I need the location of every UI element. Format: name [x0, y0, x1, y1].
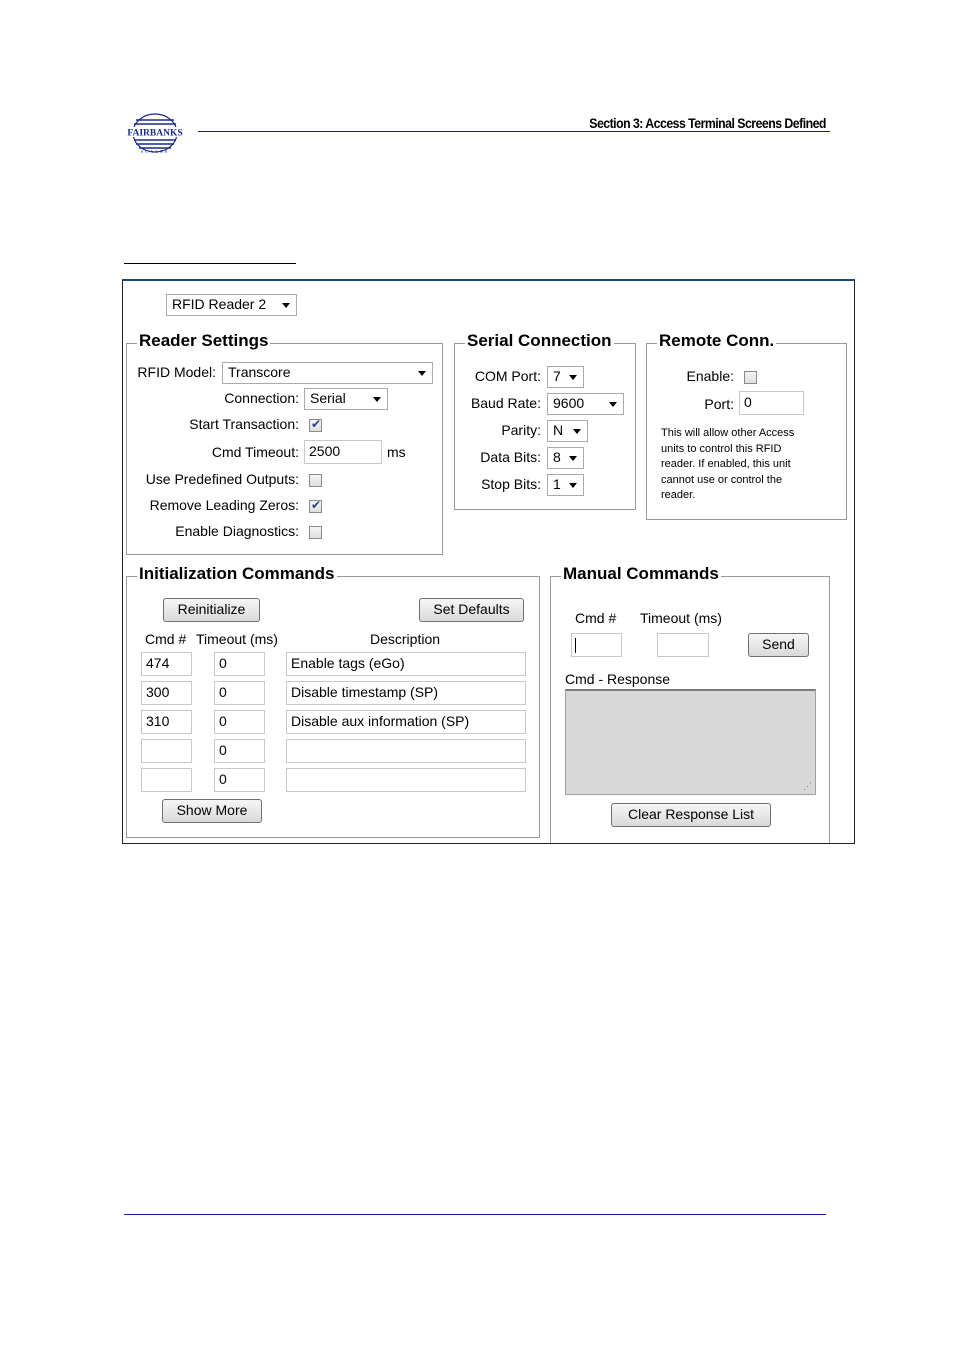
- chevron-down-icon: [569, 375, 577, 380]
- init-cmd-input[interactable]: 474: [141, 652, 192, 676]
- chevron-down-icon: [609, 402, 617, 407]
- note-line: units to control this RFID: [661, 442, 782, 455]
- init-timeout-input[interactable]: 0: [214, 681, 265, 705]
- connection-value: Serial: [310, 390, 346, 406]
- chevron-down-icon: [373, 397, 381, 402]
- remote-conn-legend: Remote Conn.: [659, 331, 775, 350]
- logo-text: FAIRBANKS: [127, 128, 183, 139]
- stop-bits-value: 1: [553, 476, 561, 492]
- predefined-outputs-checkbox[interactable]: [309, 474, 322, 487]
- checkmark-icon: ✔: [311, 417, 322, 431]
- data-bits-select[interactable]: [547, 447, 584, 469]
- set-defaults-button[interactable]: Set Defaults: [419, 598, 524, 622]
- chevron-down-icon: [569, 456, 577, 461]
- baud-rate-value: 9600: [553, 395, 585, 411]
- init-commands-group: [126, 564, 540, 838]
- cmd-timeout-unit: ms: [387, 444, 406, 460]
- start-transaction-label: Start Transaction:: [189, 416, 299, 432]
- stop-bits-label: Stop Bits:: [481, 476, 541, 492]
- init-timeout-input[interactable]: 0: [214, 739, 265, 763]
- init-description-input[interactable]: [286, 739, 526, 763]
- cmd-response-label: Cmd - Response: [565, 671, 671, 687]
- remote-enable-checkbox[interactable]: [744, 371, 757, 384]
- data-bits-value: 8: [553, 449, 561, 465]
- serial-connection-legend: Serial Connection: [467, 331, 612, 350]
- connection-select[interactable]: [304, 388, 388, 410]
- remote-conn-group: [646, 331, 847, 520]
- reader-settings-legend: Reader Settings: [139, 331, 269, 350]
- init-timeout-input[interactable]: 0: [214, 768, 265, 792]
- com-port-label: COM Port:: [474, 368, 541, 384]
- connection-label: Connection:: [224, 390, 299, 406]
- cmd-response-textarea[interactable]: [565, 689, 816, 795]
- parity-select[interactable]: [547, 420, 588, 442]
- diagnostics-checkbox[interactable]: [309, 526, 322, 539]
- reinitialize-button[interactable]: Reinitialize: [163, 598, 260, 622]
- parity-label: Parity:: [501, 422, 541, 438]
- init-cmd-input[interactable]: [141, 739, 192, 763]
- rfid-reader-select[interactable]: [166, 294, 297, 316]
- serial-connection-group: [454, 331, 636, 510]
- baud-rate-label: Baud Rate:: [470, 395, 541, 411]
- header-rule: [198, 131, 830, 132]
- manual-cmd-label: Cmd #: [575, 610, 617, 626]
- data-bits-label: Data Bits:: [480, 449, 541, 465]
- com-port-value: 7: [553, 368, 561, 384]
- note-line: reader.: [661, 489, 696, 501]
- note-line: cannot use or control the: [661, 473, 783, 486]
- short-rule: [124, 263, 296, 264]
- cmd-timeout-input[interactable]: 2500: [304, 440, 382, 464]
- baud-rate-select[interactable]: [547, 393, 624, 415]
- remote-port-input[interactable]: 0: [739, 391, 804, 415]
- note-line: This will allow other Access: [661, 427, 795, 439]
- cmd-timeout-label: Cmd Timeout:: [211, 444, 299, 460]
- init-cmd-input[interactable]: [141, 768, 192, 792]
- manual-commands-group: [550, 564, 830, 844]
- rfid-reader-select-value: RFID Reader 2: [172, 296, 267, 312]
- note-line: reader. If enabled, this unit: [661, 458, 791, 470]
- init-timeout-input[interactable]: 0: [214, 710, 265, 734]
- remote-conn-note: [661, 426, 794, 504]
- chevron-down-icon: [282, 303, 290, 308]
- col-description-header: Description: [370, 631, 441, 647]
- chevron-down-icon: [418, 371, 426, 376]
- init-description-input[interactable]: Enable tags (eGo): [286, 652, 526, 676]
- rfid-model-label: RFID Model:: [137, 364, 216, 380]
- manual-commands-legend: Manual Commands: [563, 564, 719, 583]
- init-description-input[interactable]: Disable aux information (SP): [286, 710, 526, 734]
- rfid-model-value: Transcore: [228, 364, 291, 380]
- init-description-input[interactable]: Disable timestamp (SP): [286, 681, 526, 705]
- parity-value: N: [553, 422, 564, 438]
- predefined-outputs-label: Use Predefined Outputs:: [145, 471, 299, 487]
- init-cmd-input[interactable]: 310: [141, 710, 192, 734]
- chevron-down-icon: [569, 483, 577, 488]
- checkmark-icon: ✔: [311, 498, 322, 512]
- remove-zeros-checkbox[interactable]: [309, 500, 322, 513]
- chevron-down-icon: [573, 429, 581, 434]
- clear-response-button[interactable]: Clear Response List: [611, 803, 771, 827]
- send-button[interactable]: Send: [748, 633, 809, 657]
- show-more-button[interactable]: Show More: [162, 799, 262, 823]
- logo-subtext: SCALES: [140, 149, 170, 154]
- diagnostics-label: Enable Diagnostics:: [175, 523, 299, 539]
- col-timeout-header: Timeout (ms): [196, 631, 278, 647]
- start-transaction-checkbox[interactable]: [309, 419, 322, 432]
- manual-cmd-input[interactable]: [571, 633, 622, 657]
- remote-port-label: Port:: [704, 396, 734, 412]
- remote-enable-label: Enable:: [686, 368, 734, 384]
- com-port-select[interactable]: [547, 366, 584, 388]
- remove-zeros-label: Remove Leading Zeros:: [149, 497, 299, 513]
- init-timeout-input[interactable]: 0: [214, 652, 265, 676]
- resize-grip-icon[interactable]: ⋰: [803, 781, 812, 791]
- fairbanks-logo: [124, 112, 186, 154]
- reader-settings-group: [126, 331, 443, 555]
- init-description-input[interactable]: [286, 768, 526, 792]
- stop-bits-select[interactable]: [547, 474, 584, 496]
- manual-timeout-input[interactable]: [657, 633, 709, 657]
- col-cmd-header: Cmd #: [145, 631, 187, 647]
- init-cmd-input[interactable]: 300: [141, 681, 192, 705]
- rfid-model-select[interactable]: [222, 362, 433, 384]
- section-title: Section 3: Access Terminal Screens Defined: [589, 115, 826, 131]
- manual-timeout-label: Timeout (ms): [640, 610, 722, 626]
- rfid-settings-screen: [122, 279, 855, 844]
- footer-rule: [124, 1214, 826, 1215]
- init-commands-legend: Initialization Commands: [139, 564, 335, 583]
- text-caret: [575, 638, 576, 653]
